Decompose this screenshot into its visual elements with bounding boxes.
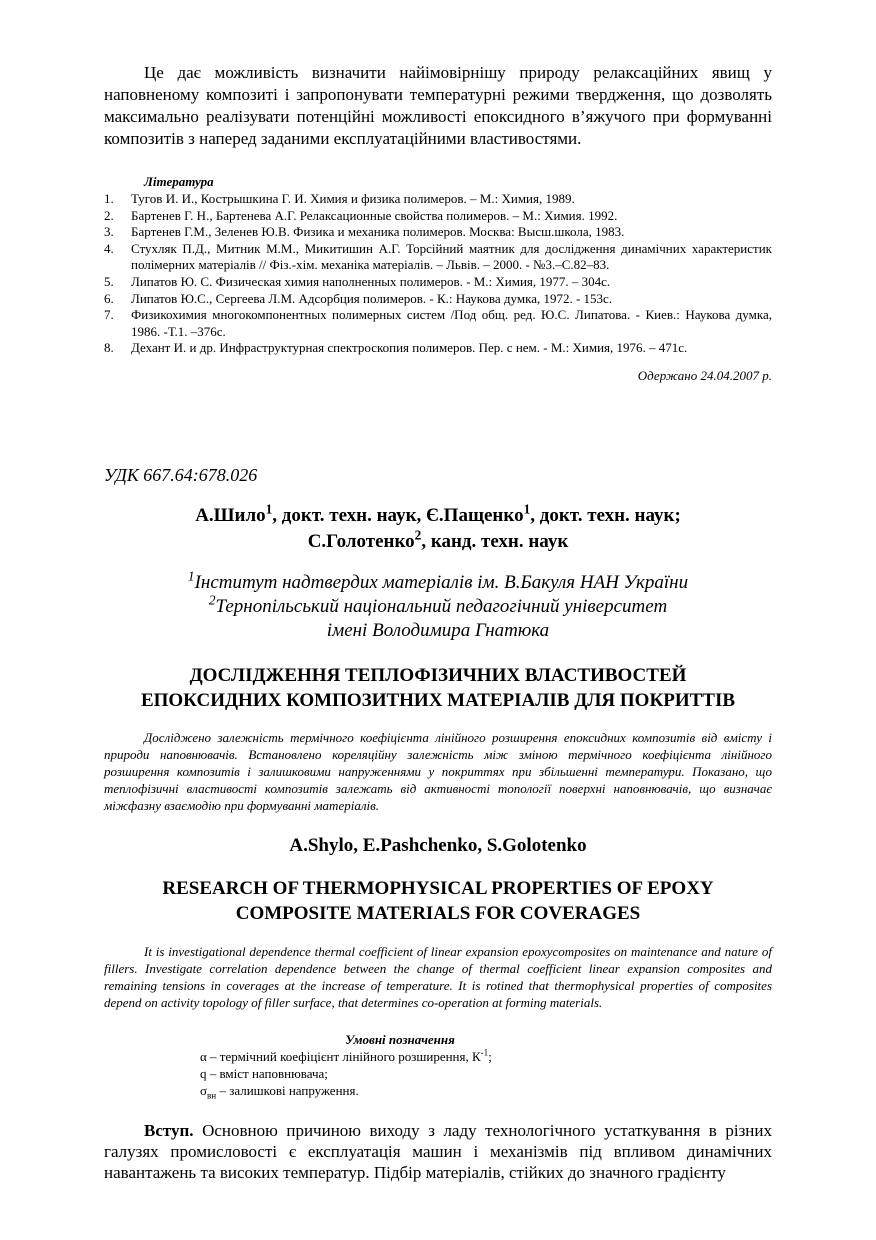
- affiliations: [104, 568, 772, 643]
- paper-title-en: RESEARCH OF THERMOPHYSICAL PROPERTIES OF EPOXY COMPOSITE MATERIALS FOR COVERAGES: [162, 877, 714, 924]
- affiliation-2-cont: імені Володимира Гнатюка: [326, 619, 550, 641]
- paper-title-ua: ДОСЛІДЖЕННЯ ТЕПЛОФІЗИЧНИХ ВЛАСТИВОСТЕЙ ЕПОКСИДНИХ КОМПОЗИТНИХ МАТЕРІАЛІВ ДЛЯ ПОКРИТТІВ: [140, 664, 736, 711]
- reference-item: 1. Тугов И. И., Кострышкина Г. И. Химия и физика полимеров. – М.: Химия, 1989.: [104, 191, 575, 206]
- udk-code: УДК 667.64:678.026: [104, 464, 258, 485]
- reference-item: 7. Физикохимия многокомпонентных полимерных систем /Под общ. ред. Ю.С. Липатова. - Киев.: Наукова думка, 1986. -Т.1. –376с.: [104, 307, 772, 339]
- notation-block: [200, 1031, 600, 1099]
- affiliation-2: $^2$Тернопільський національний педагогічний університет: [208, 592, 668, 617]
- notation-title: Умовні позначення: [345, 1031, 455, 1047]
- reference-item: 3. Бартенев Г.М., Зеленев Ю.В. Физика и механика полимеров. Москва: Высш.школа, 1983.: [104, 224, 625, 240]
- notation-alpha: α – термічний коефіцієнт лінійного розширення, $К^{-1}$;: [200, 1047, 492, 1064]
- authors-en: A.Shylo, E.Pashchenko, S.Golotenko: [289, 834, 587, 856]
- received-date: Одержано 24.04.2007 р.: [637, 367, 772, 383]
- affiliation-1: $^1$Інститут надтвердих матеріалів ім. В.Бакуля НАН України: [187, 568, 689, 593]
- abstract-en: It is investigational dependence thermal coefficient of linear expansion epoxycomposites on maintenance and nature of fillers. Investigate correlation dependence between the change of thermal coefficient linear expansion composites and remaining tensions in coverages at the increase of temperature. It is rotined that thermophysical properties of composites depend on activity topology of filler surface, that determines co-operation at forming materials.: [104, 943, 772, 1010]
- top-paragraph: Це дає можливість визначити найімовірнішу природу релаксаційних явищ у наповненому композиті і запропонувати температурні режими твердження, що дозволять максимально реалізувати потенційні можливості епоксидного в’яжучого при формуванні композитів з наперед заданими експлуатаційними властивостями.: [104, 63, 772, 148]
- intro-lead: Вступ.: [144, 1120, 194, 1140]
- references-title: Література: [144, 174, 214, 189]
- intro-paragraph: Вступ. Основною причиною виходу з ладу технологічного устаткування в різних галузях промисловості є експлуатація машин і механізмів під впливом динамічних навантажень та високих температур. Підбір матеріалів, стійких до значного градієнту: [104, 1120, 772, 1182]
- reference-item: 6. Липатов Ю.С., Сергеева Л.М. Адсорбция полимеров. - К.: Наукова думка, 1972. - 153с.: [104, 290, 613, 306]
- notation-q: q – вміст наповнювача;: [200, 1065, 328, 1081]
- reference-item: 5. Липатов Ю. С. Физическая химия наполненных полимеров. - М.: Химия, 1977. – 304с.: [104, 273, 611, 289]
- references-list: [104, 191, 772, 357]
- authors-ua: А.Шило$^1$, докт. техн. наук, Є.Пащенко$^1$, докт. техн. наук; С.Голотенко$^2$, канд. техн. наук: [195, 501, 681, 552]
- notation-sigma: $\sigma_{вн}$ – залишкові напруження.: [200, 1082, 359, 1101]
- page: [104, 62, 772, 1200]
- abstract-ua: Досліджено залежність термічного коефіцієнта лінійного розширення епоксидних композитів від вмісту і природи наповнювачів. Встановлено кореляційну залежність між зміною термічного коефіцієнта лінійного розширення композитів і залишковими напруженнями у покриттях при збільшенні температури. Показано, що теплофізичні властивості композитів залежать від активності топології поверхні наповнювачів, що визначає міжфазну взаємодію при формуванні матеріалів.: [104, 729, 772, 813]
- reference-item: 8. Дехант И. и др. Инфраструктурная спектроскопия полимеров. Пер. с нем. - М.: Химия, 1976. – 471с.: [104, 340, 688, 356]
- reference-item: 4. Стухляк П.Д., Митник М.М., Микитишин А.Г. Торсійний маятник для дослідження динамічних характеристик полімерних матеріалів // Фіз.-хім. механіка матеріалів. – Львів. – 2000. - №3.–С.82–83.: [104, 240, 772, 273]
- reference-item: 2. Бартенев Г. Н., Бартенева А.Г. Релаксационные свойства полимеров. – М.: Химия. 1992.: [104, 207, 618, 223]
